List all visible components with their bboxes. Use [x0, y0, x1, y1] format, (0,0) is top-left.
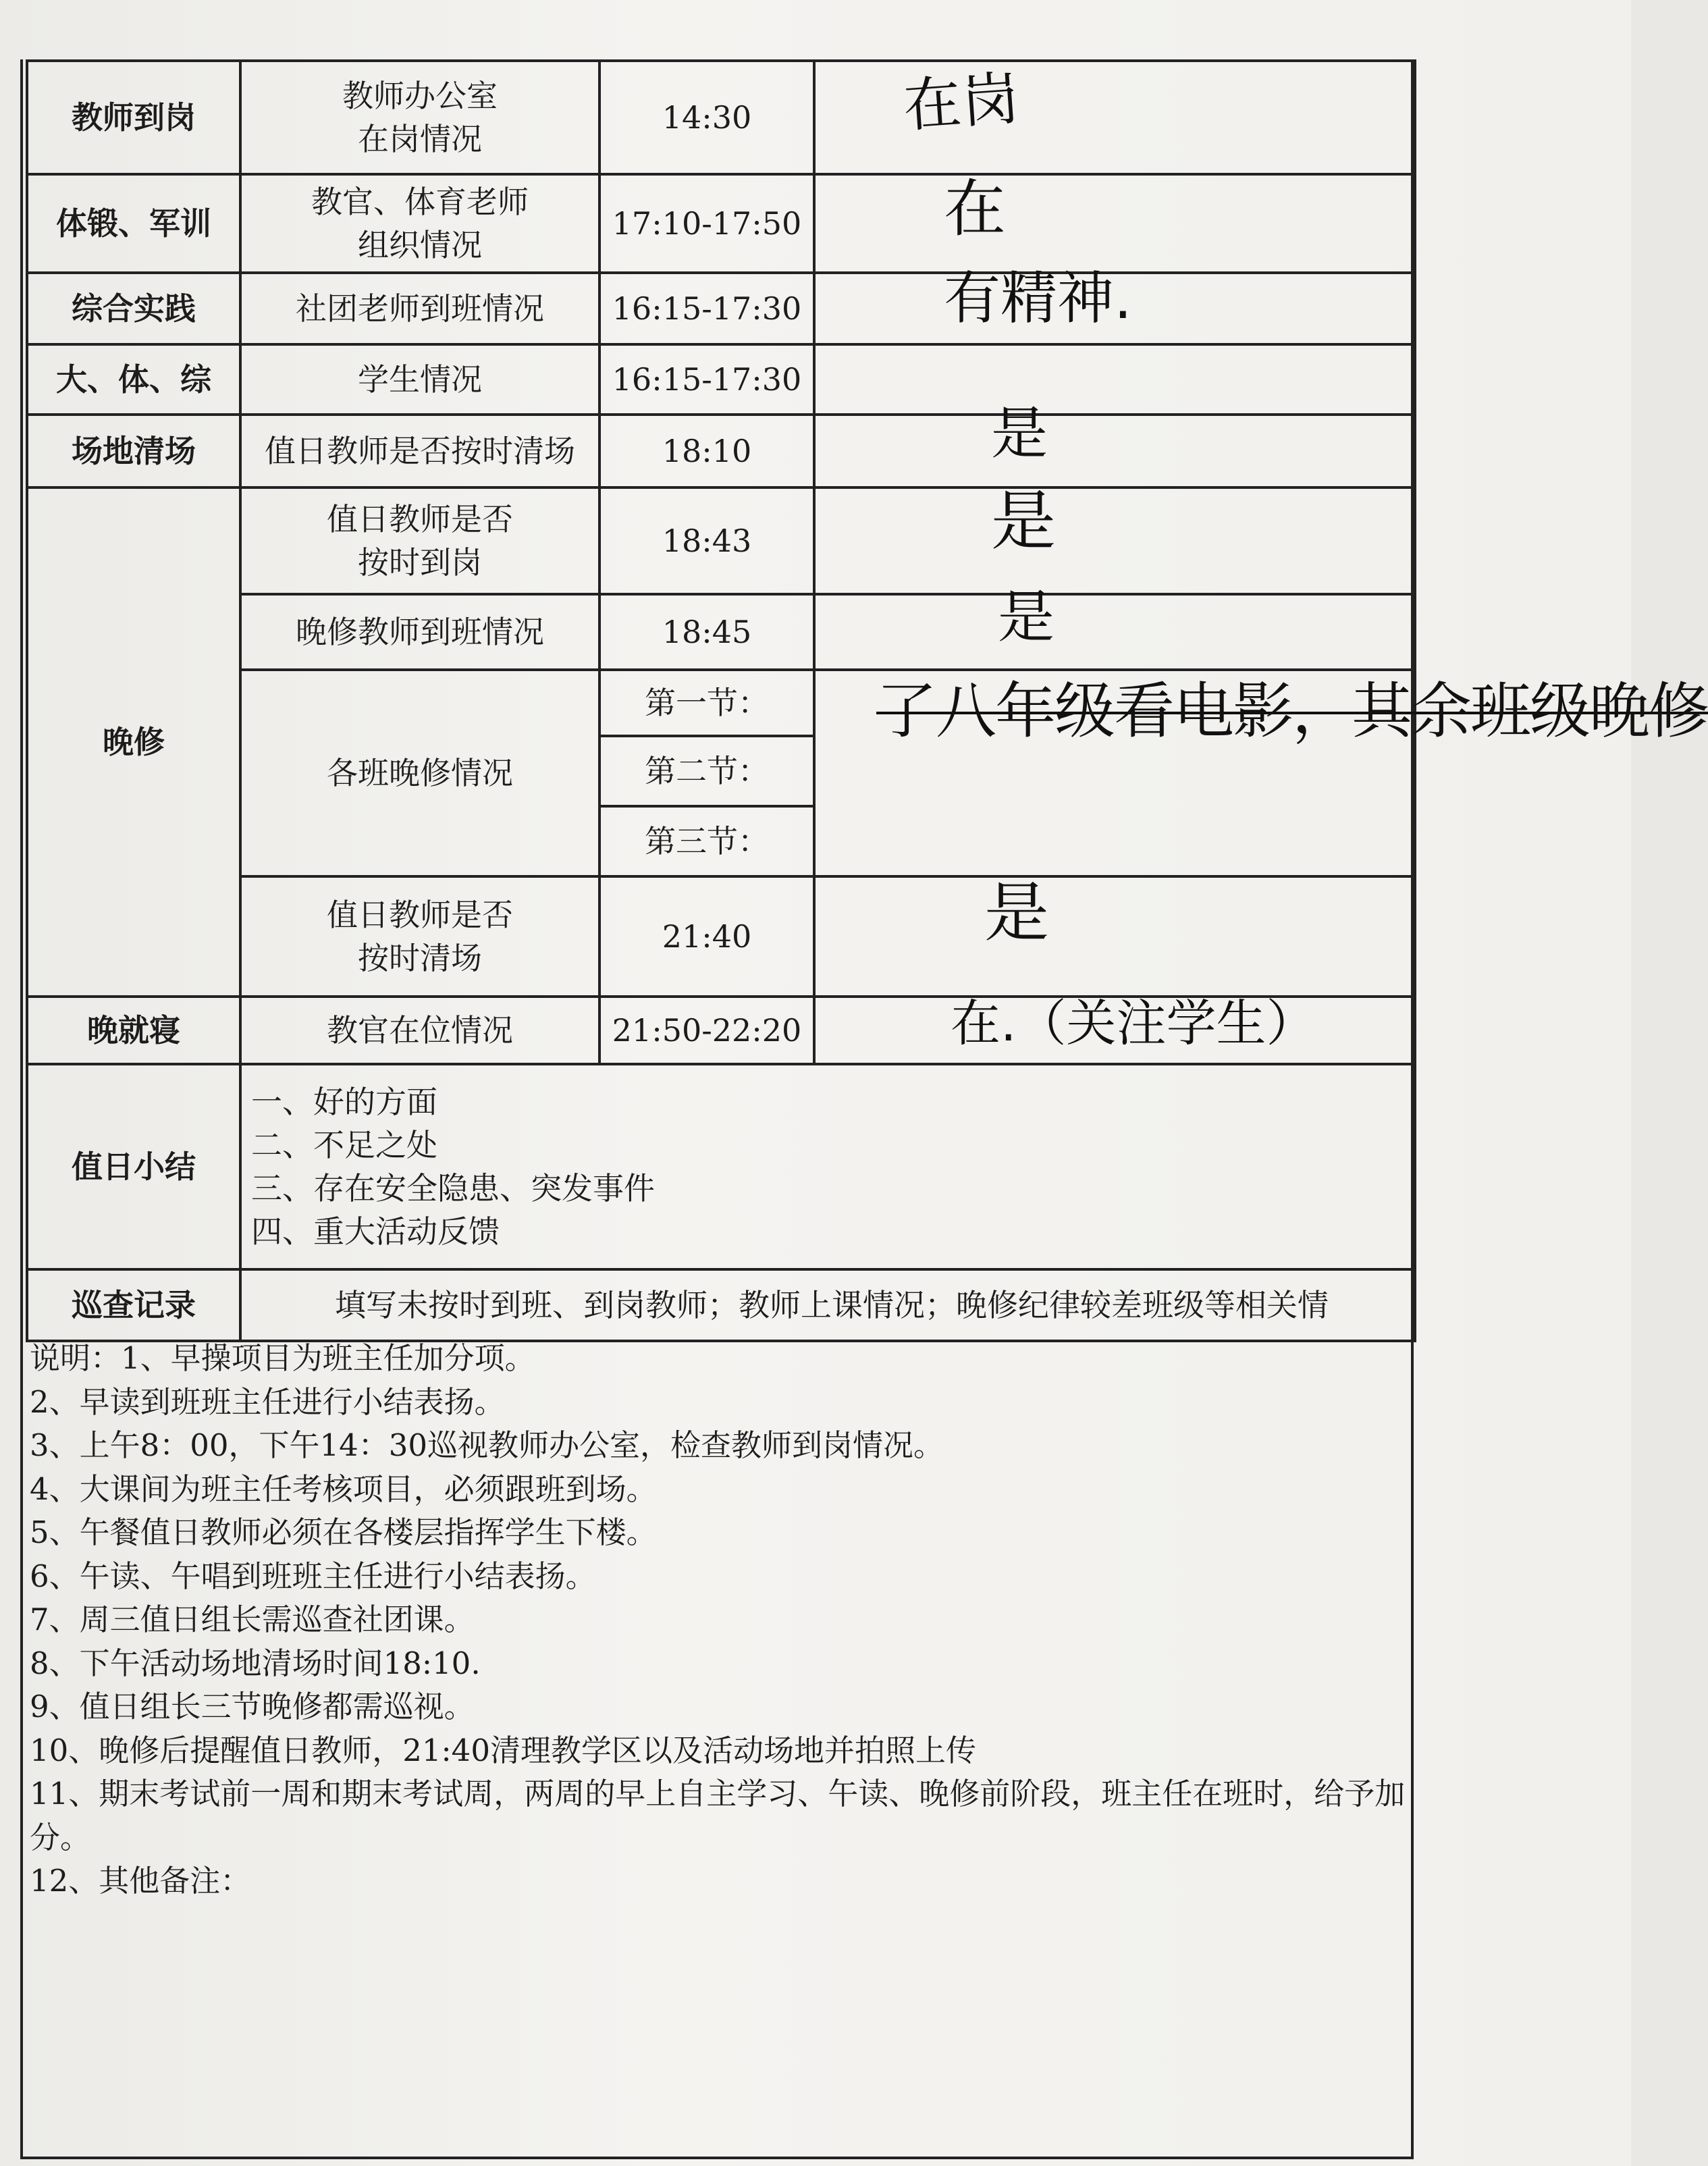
- time-cell: 18:43: [599, 487, 814, 594]
- note-line: 9、值日组长三节晚修都需巡视。: [30, 1689, 475, 1724]
- time-cell: 14:30: [599, 61, 814, 174]
- handwritten-remark: 是: [998, 584, 1055, 650]
- item-cell: 值日教师是否按时清场: [240, 415, 599, 487]
- table-row-students: [27, 344, 1415, 415]
- table-row-patrol: [27, 1269, 1415, 1341]
- item-cell: 社团老师到班情况: [240, 273, 599, 344]
- note-line: 10、晚修后提醒值日教师，21:40清理教学区以及活动场地并拍照上传: [30, 1732, 976, 1768]
- item-line: 按时清场: [358, 940, 482, 976]
- note-line: 12、其他备注：: [30, 1863, 251, 1899]
- remark-cell: [814, 344, 1415, 415]
- table-row-practice: [27, 273, 1415, 344]
- item-cell: [240, 174, 599, 273]
- category-cell: 教师到岗: [27, 61, 240, 174]
- note-line: 说明：1、早操项目为班主任加分项。: [30, 1340, 535, 1376]
- category-cell: 巡查记录: [27, 1269, 240, 1341]
- summary-cell: [240, 1064, 1415, 1269]
- period-cell: 第一节：: [599, 670, 814, 736]
- time-cell: 18:10: [599, 415, 814, 487]
- item-line: 值日教师是否: [327, 897, 513, 933]
- table-row-field: [27, 415, 1415, 487]
- remark-cell: [814, 400, 1415, 487]
- remark-cell: [814, 174, 1415, 273]
- item-line: 按时到岗: [358, 544, 482, 581]
- item-cell: [240, 487, 599, 594]
- item-cell: [240, 876, 599, 997]
- time-cell: 18:45: [599, 594, 814, 670]
- handwritten-remark: 在: [944, 173, 1007, 245]
- handwritten-remark: 了八年级看电影，其余班级晚修: [876, 676, 1708, 747]
- period-cell: 第二节：: [599, 736, 814, 806]
- item-cell: 学生情况: [240, 344, 599, 415]
- item-cell: 各班晚修情况: [240, 670, 599, 876]
- time-cell: 21:40: [599, 876, 814, 997]
- item-cell: 教官在位情况: [240, 997, 599, 1064]
- handwritten-remark: 在岗: [901, 65, 1022, 140]
- item-line: 在岗情况: [358, 121, 482, 157]
- handwritten-remark: 是: [984, 875, 1049, 951]
- note-line: 8、下午活动场地清场时间18:10.: [30, 1645, 481, 1681]
- time-cell: 21:50-22:20: [599, 997, 814, 1064]
- time-cell: 17:10-17:50: [599, 174, 814, 273]
- table-row-bedtime: [27, 997, 1415, 1064]
- handwritten-remark: 在.（关注学生）: [951, 995, 1316, 1053]
- remark-cell: [814, 483, 1415, 594]
- time-cell: 16:15-17:30: [599, 344, 814, 415]
- note-line: 6、午读、午唱到班班主任进行小结表扬。: [30, 1558, 596, 1594]
- item-line: 教官、体育老师: [311, 184, 529, 220]
- item-line: 组织情况: [358, 227, 482, 263]
- note-line: 7、周三值日组长需巡查社团课。: [30, 1602, 475, 1637]
- category-cell: 体锻、军训: [27, 174, 240, 273]
- remark-cell: [814, 61, 1415, 174]
- note-line: 2、早读到班班主任进行小结表扬。: [30, 1383, 505, 1420]
- summary-line: 二、不足之处: [251, 1127, 437, 1163]
- duty-table: [26, 59, 1708, 1342]
- category-cell: 值日小结: [27, 1064, 240, 1269]
- handwritten-remark: 是: [991, 400, 1048, 467]
- remark-cell: [814, 876, 1415, 997]
- period-cell: 第三节：: [599, 806, 814, 876]
- category-cell: 晚修: [27, 487, 240, 997]
- notes-section: [30, 1337, 1407, 1903]
- note-line: 5、午餐值日教师必须在各楼层指挥学生下楼。: [30, 1514, 657, 1550]
- note-line: 11、期末考试前一周和期末考试周，两周的早上自主学习、午读、晚修前阶段，班主任在班时，给予加分。: [30, 1776, 1406, 1855]
- summary-line: 一、好的方面: [251, 1084, 437, 1120]
- time-cell: 16:15-17:30: [599, 273, 814, 344]
- remark-cell: [814, 584, 1415, 670]
- handwritten-remark: 有精神.: [944, 265, 1132, 332]
- note-line: 3、上午8：00，下午14：30巡视教师办公室，检查教师到岗情况。: [30, 1427, 944, 1463]
- item-line: 教师办公室: [342, 78, 498, 114]
- handwritten-remark: 是: [991, 483, 1056, 559]
- item-line: 值日教师是否: [327, 501, 513, 537]
- table-row-evening-duty: [27, 487, 1415, 594]
- category-cell: 综合实践: [27, 273, 240, 344]
- category-cell: 场地清场: [27, 415, 240, 487]
- table-row-summary: [27, 1064, 1415, 1269]
- category-cell: 晚就寝: [27, 997, 240, 1064]
- remark-cell: [814, 265, 1415, 344]
- summary-line: 四、重大活动反馈: [251, 1213, 500, 1250]
- category-cell: 大、体、综: [27, 344, 240, 415]
- item-cell: 晚修教师到班情况: [240, 594, 599, 670]
- table-row-pe: [27, 174, 1415, 273]
- table-row-teacher: [27, 61, 1415, 174]
- remark-cell: [814, 670, 1708, 876]
- remark-cell: [814, 997, 1415, 1064]
- summary-line: 三、存在安全隐患、突发事件: [251, 1170, 655, 1207]
- item-cell: [240, 61, 599, 174]
- patrol-cell: 填写未按时到班、到岗教师；教师上课情况；晚修纪律较差班级等相关情: [240, 1269, 1415, 1341]
- note-line: 4、大课间为班主任考核项目，必须跟班到场。: [30, 1471, 657, 1507]
